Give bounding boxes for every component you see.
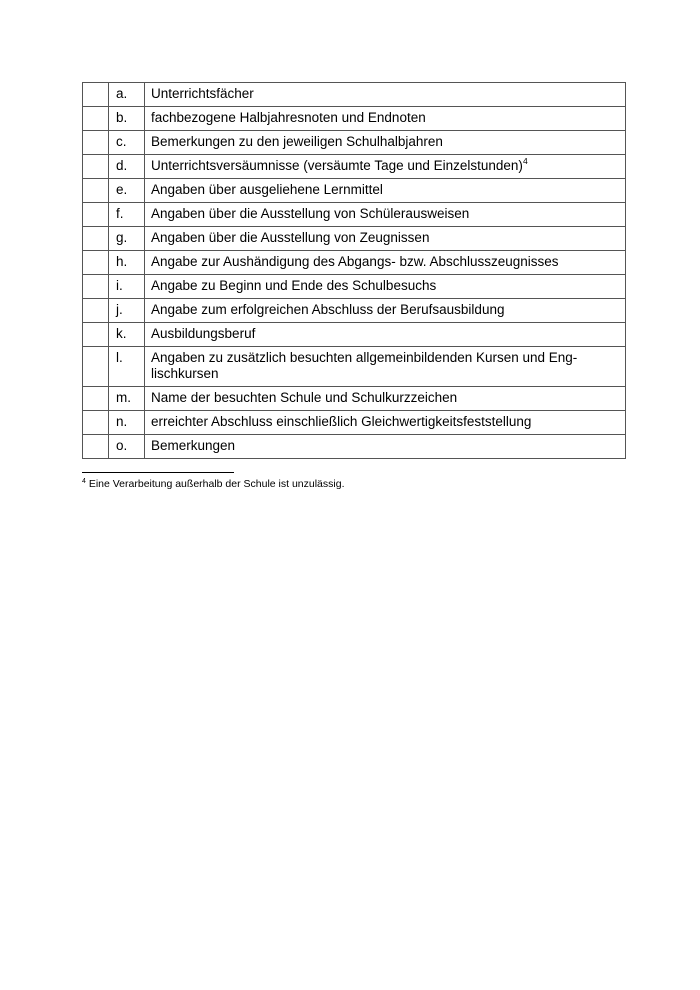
- empty-cell: [83, 299, 109, 323]
- table-row: [83, 347, 626, 387]
- row-letter: g.: [109, 227, 145, 251]
- row-text: Name der besuchten Schule und Schulkurzzeichen: [145, 387, 626, 411]
- row-text: Ausbildungsberuf: [145, 323, 626, 347]
- row-text: Angaben über die Ausstellung von Zeugnissen: [145, 227, 626, 251]
- row-letter: f.: [109, 203, 145, 227]
- row-letter: e.: [109, 179, 145, 203]
- empty-cell: [83, 107, 109, 131]
- row-letter: a.: [109, 83, 145, 107]
- row-letter: h.: [109, 251, 145, 275]
- empty-cell: [83, 347, 109, 387]
- footnote-text: Eine Verarbeitung außerhalb der Schule ist unzulässig.: [88, 478, 345, 490]
- empty-cell: [83, 131, 109, 155]
- row-text-line-1: Angaben zu zusätzlich besuchten allgemeinbildenden Kursen und Eng-: [151, 350, 578, 365]
- row-text: Bemerkungen zu den jeweiligen Schulhalbjahren: [145, 131, 626, 155]
- row-letter: n.: [109, 411, 145, 435]
- row-text: Angabe zum erfolgreichen Abschluss der Berufsausbildung: [145, 299, 626, 323]
- table-row: [83, 387, 626, 411]
- empty-cell: [83, 251, 109, 275]
- row-text: Unterrichtsfächer: [145, 83, 626, 107]
- row-text: Angaben über ausgeliehene Lernmittel: [145, 179, 626, 203]
- row-text: Angaben über die Ausstellung von Schülerausweisen: [145, 203, 626, 227]
- empty-cell: [83, 179, 109, 203]
- footnote-reference: 4: [522, 156, 528, 166]
- empty-cell: [83, 155, 109, 179]
- empty-cell: [83, 83, 109, 107]
- table-row: [83, 299, 626, 323]
- table-row: [83, 323, 626, 347]
- footnote-number: 4: [82, 478, 86, 485]
- row-letter: d.: [109, 155, 145, 179]
- empty-cell: [83, 435, 109, 459]
- row-letter: i.: [109, 275, 145, 299]
- row-text-line-2: lischkursen: [151, 366, 219, 381]
- table-row: [83, 155, 626, 179]
- row-text: Angabe zu Beginn und Ende des Schulbesuchs: [145, 275, 626, 299]
- row-letter: l.: [109, 347, 145, 387]
- footnote: [82, 478, 344, 491]
- table-row: [83, 83, 626, 107]
- table-row: [83, 411, 626, 435]
- table-row: [83, 435, 626, 459]
- row-text: Unterrichtsversäumnisse (versäumte Tage und Einzelstunden): [151, 158, 523, 173]
- data-items-table: [82, 82, 626, 459]
- empty-cell: [83, 387, 109, 411]
- row-letter: c.: [109, 131, 145, 155]
- row-letter: o.: [109, 435, 145, 459]
- table-row: [83, 179, 626, 203]
- row-text: fachbezogene Halbjahresnoten und Endnoten: [145, 107, 626, 131]
- footnote-separator: [82, 472, 234, 473]
- row-letter: b.: [109, 107, 145, 131]
- row-letter: k.: [109, 323, 145, 347]
- row-text-cell: [145, 155, 626, 179]
- table-row: [83, 107, 626, 131]
- table-row: [83, 227, 626, 251]
- row-text: Bemerkungen: [145, 435, 626, 459]
- table-row: [83, 275, 626, 299]
- empty-cell: [83, 275, 109, 299]
- row-letter: m.: [109, 387, 145, 411]
- row-letter: j.: [109, 299, 145, 323]
- row-text: Angabe zur Aushändigung des Abgangs- bzw. Abschlusszeugnisses: [145, 251, 626, 275]
- row-text-cell: [145, 347, 626, 387]
- row-text: erreichter Abschluss einschließlich Gleichwertigkeitsfeststellung: [145, 411, 626, 435]
- table-row: [83, 131, 626, 155]
- empty-cell: [83, 411, 109, 435]
- empty-cell: [83, 323, 109, 347]
- table-row: [83, 203, 626, 227]
- empty-cell: [83, 227, 109, 251]
- table-row: [83, 251, 626, 275]
- empty-cell: [83, 203, 109, 227]
